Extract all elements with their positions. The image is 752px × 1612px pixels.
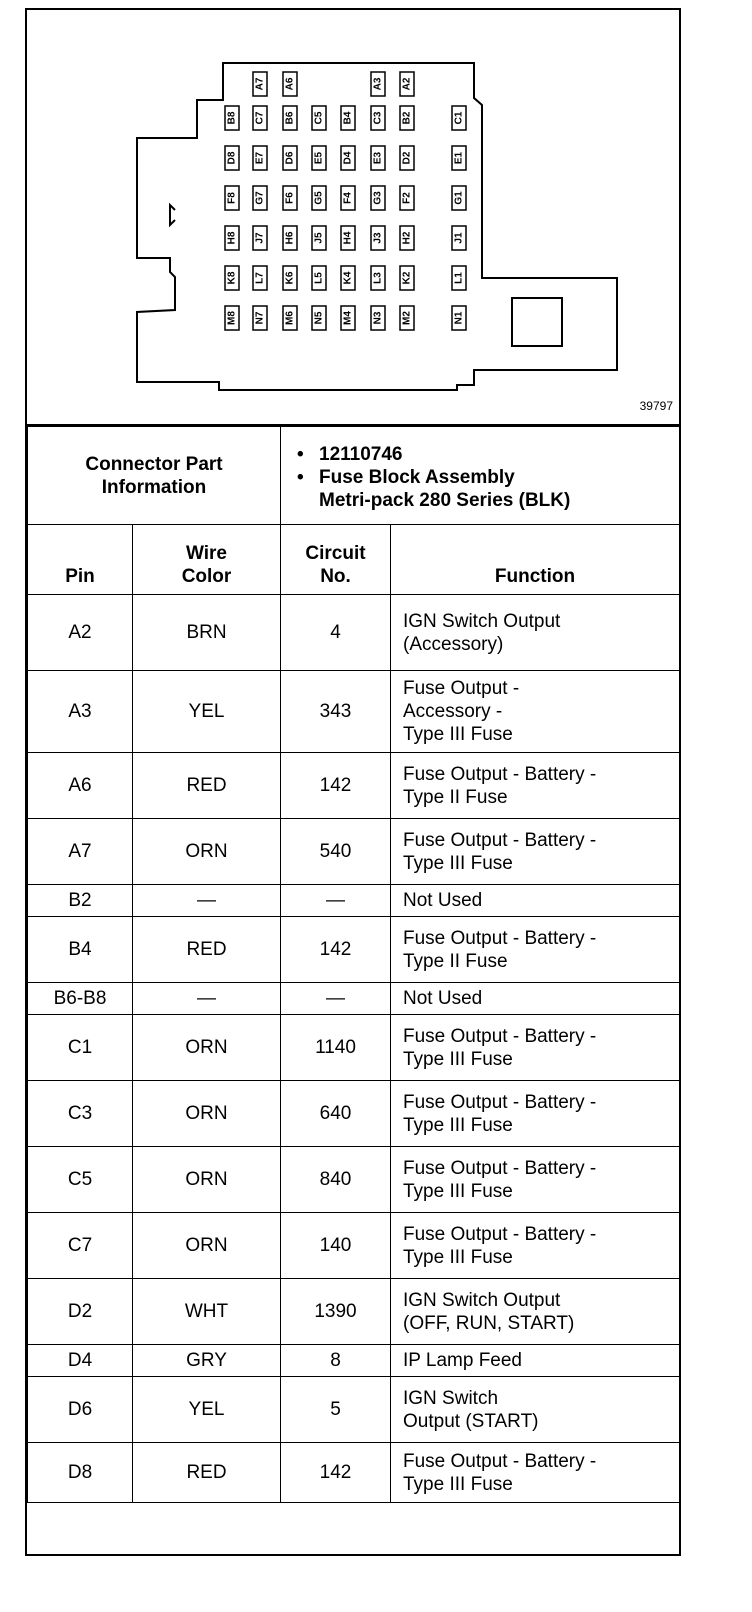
fuse-cell-label: K6 bbox=[284, 271, 296, 285]
fuse-cell-n3 bbox=[371, 306, 385, 330]
fuse-cell-label: D4 bbox=[342, 151, 354, 165]
fuse-cell-label: M6 bbox=[284, 311, 296, 325]
pin-cell: C5 bbox=[28, 1147, 133, 1213]
fuse-cell-label: A2 bbox=[401, 77, 413, 91]
fuse-cell-k4 bbox=[341, 266, 355, 290]
connector-label-line2: Information bbox=[101, 476, 207, 498]
fuse-cell-g3 bbox=[371, 186, 385, 210]
fuse-cell-label: E3 bbox=[372, 151, 384, 165]
fuse-cell-e7 bbox=[253, 146, 267, 170]
fuse-cell-b2 bbox=[400, 106, 414, 130]
connector-info-row bbox=[28, 427, 680, 525]
fuse-cell-e5 bbox=[312, 146, 326, 170]
function-line: Fuse Output - Battery - bbox=[403, 927, 597, 949]
wire-color-cell: RED bbox=[133, 917, 281, 983]
fuse-cell-g1 bbox=[452, 186, 466, 210]
fuse-cell-e1 bbox=[452, 146, 466, 170]
table-row bbox=[28, 1015, 680, 1081]
circuit-cell: 1140 bbox=[281, 1015, 391, 1081]
fuse-cell-label: B8 bbox=[226, 111, 238, 125]
fuse-cell-e3 bbox=[371, 146, 385, 170]
fuse-cell-label: J7 bbox=[254, 232, 266, 244]
function-line: Not Used bbox=[403, 988, 483, 1009]
fuse-cell-label: H6 bbox=[284, 231, 296, 245]
fuse-cell-d6 bbox=[283, 146, 297, 170]
function-line: Type III Fuse bbox=[403, 1473, 513, 1495]
wire-color-cell: — bbox=[133, 983, 281, 1015]
function-line: Type II Fuse bbox=[403, 950, 508, 972]
wire-color-cell: WHT bbox=[133, 1279, 281, 1345]
relay-square bbox=[512, 298, 562, 346]
function-line: Type III Fuse bbox=[403, 1114, 513, 1136]
wire-color-cell: RED bbox=[133, 753, 281, 819]
header-circuit-line1: Circuit bbox=[305, 543, 366, 564]
fuse-cell-a6 bbox=[283, 72, 297, 96]
pin-cell: C1 bbox=[28, 1015, 133, 1081]
function-line: Fuse Output - Battery - bbox=[403, 1091, 597, 1113]
function-line: Fuse Output - Battery - bbox=[403, 829, 597, 851]
fuse-cell-c5 bbox=[312, 106, 326, 130]
fuse-cell-d2 bbox=[400, 146, 414, 170]
function-line: Output (START) bbox=[403, 1410, 539, 1432]
fuse-cell-label: H8 bbox=[226, 231, 238, 245]
table-body bbox=[28, 595, 680, 1503]
fuse-cell-l5 bbox=[312, 266, 326, 290]
fuse-cell-label: N7 bbox=[254, 311, 266, 325]
wire-color-cell: ORN bbox=[133, 1213, 281, 1279]
wire-color-cell: GRY bbox=[133, 1345, 281, 1377]
fuse-cell-label: K2 bbox=[401, 271, 413, 285]
pin-cell: A2 bbox=[28, 595, 133, 671]
pin-cell: C3 bbox=[28, 1081, 133, 1147]
function-line: Type III Fuse bbox=[403, 1246, 513, 1268]
function-cell bbox=[391, 983, 680, 1015]
fuse-cell-label: A6 bbox=[284, 77, 296, 91]
fuse-cell-n5 bbox=[312, 306, 326, 330]
fuse-cell-k8 bbox=[225, 266, 239, 290]
fuse-cell-j1 bbox=[452, 226, 466, 250]
fuse-cell-b6 bbox=[283, 106, 297, 130]
table-row bbox=[28, 1377, 680, 1443]
table-row bbox=[28, 1443, 680, 1503]
function-line: Fuse Output - Battery - bbox=[403, 763, 597, 785]
connector-description-line2: Metri-pack 280 Series (BLK) bbox=[319, 490, 571, 511]
fuse-cell-m8 bbox=[225, 306, 239, 330]
fuse-cell-f8 bbox=[225, 186, 239, 210]
pin-cell: B4 bbox=[28, 917, 133, 983]
function-line: (OFF, RUN, START) bbox=[403, 1312, 575, 1334]
connector-sheet bbox=[25, 8, 681, 1556]
fuse-cell-label: E5 bbox=[313, 151, 325, 165]
fuse-cell-a2 bbox=[400, 72, 414, 96]
fuse-cell-h8 bbox=[225, 226, 239, 250]
fuse-cell-label: A7 bbox=[254, 77, 266, 91]
fuse-cell-label: C3 bbox=[372, 111, 384, 125]
fuse-cell-f2 bbox=[400, 186, 414, 210]
fuse-cell-d4 bbox=[341, 146, 355, 170]
fuse-cell-label: L5 bbox=[313, 272, 325, 284]
fuse-cell-g5 bbox=[312, 186, 326, 210]
pin-cell: D4 bbox=[28, 1345, 133, 1377]
function-line: Accessory - bbox=[403, 701, 503, 722]
function-line: Type III Fuse bbox=[403, 1180, 513, 1202]
function-line: Fuse Output - Battery - bbox=[403, 1223, 597, 1245]
function-line: Type III Fuse bbox=[403, 852, 513, 874]
fuse-cell-j3 bbox=[371, 226, 385, 250]
fuse-cell-l1 bbox=[452, 266, 466, 290]
fuse-cell-b4 bbox=[341, 106, 355, 130]
fuse-cell-label: B2 bbox=[401, 111, 413, 125]
circuit-cell: 4 bbox=[281, 595, 391, 671]
fuse-cell-label: G5 bbox=[313, 191, 325, 205]
table-row bbox=[28, 819, 680, 885]
fuse-cell-label: M2 bbox=[401, 311, 413, 325]
function-line: IP Lamp Feed bbox=[403, 1350, 523, 1371]
function-line: (Accessory) bbox=[403, 633, 504, 655]
circuit-cell: 142 bbox=[281, 753, 391, 819]
wire-color-cell: ORN bbox=[133, 1081, 281, 1147]
fuse-cell-label: G3 bbox=[372, 191, 384, 205]
function-line: Fuse Output - Battery - bbox=[403, 1157, 597, 1179]
function-cell bbox=[391, 1443, 680, 1503]
fuse-cell-f6 bbox=[283, 186, 297, 210]
pin-cell: B6-B8 bbox=[28, 983, 133, 1015]
wire-color-cell: — bbox=[133, 885, 281, 917]
fuse-cell-label: G7 bbox=[254, 191, 266, 205]
fuse-cell-label: K8 bbox=[226, 271, 238, 285]
function-line: IGN Switch bbox=[403, 1387, 499, 1409]
connector-info-label bbox=[28, 427, 281, 525]
fuse-cell-label: M8 bbox=[226, 311, 238, 325]
fuse-cell-k2 bbox=[400, 266, 414, 290]
connector-info-list bbox=[281, 427, 680, 525]
header-wire-color-line2: Color bbox=[181, 566, 232, 587]
function-line: Fuse Output - Battery - bbox=[403, 1450, 597, 1472]
header-circuit-line2: No. bbox=[320, 566, 351, 587]
fuse-cell-m6 bbox=[283, 306, 297, 330]
function-line: Fuse Output - Battery - bbox=[403, 1025, 597, 1047]
circuit-cell: 840 bbox=[281, 1147, 391, 1213]
pin-cell: D2 bbox=[28, 1279, 133, 1345]
circuit-cell: 8 bbox=[281, 1345, 391, 1377]
table-row bbox=[28, 983, 680, 1015]
wire-color-cell: ORN bbox=[133, 1147, 281, 1213]
circuit-cell: 5 bbox=[281, 1377, 391, 1443]
fuse-cell-c3 bbox=[371, 106, 385, 130]
fuse-cell-label: H4 bbox=[342, 231, 354, 245]
header-circuit bbox=[281, 525, 391, 595]
fuse-cell-label: F4 bbox=[342, 192, 354, 204]
function-cell bbox=[391, 917, 680, 983]
fuse-cell-d8 bbox=[225, 146, 239, 170]
fuse-cell-label: J5 bbox=[313, 232, 325, 244]
table-row bbox=[28, 1147, 680, 1213]
pin-cell: A6 bbox=[28, 753, 133, 819]
fuse-cell-label: L1 bbox=[453, 272, 465, 284]
fuse-cell-j5 bbox=[312, 226, 326, 250]
circuit-cell: 343 bbox=[281, 671, 391, 753]
circuit-cell: — bbox=[281, 885, 391, 917]
fuse-cell-label: F2 bbox=[401, 192, 413, 204]
function-cell bbox=[391, 1213, 680, 1279]
wire-color-cell: ORN bbox=[133, 819, 281, 885]
fuse-cell-l7 bbox=[253, 266, 267, 290]
fuse-cell-label: C1 bbox=[453, 111, 465, 125]
fuse-cell-label: J3 bbox=[372, 232, 384, 244]
wire-color-cell: YEL bbox=[133, 1377, 281, 1443]
pin-cell: D8 bbox=[28, 1443, 133, 1503]
fuse-cell-k6 bbox=[283, 266, 297, 290]
fuse-cell-label: K4 bbox=[342, 271, 354, 285]
fuse-cell-label: C5 bbox=[313, 111, 325, 125]
table-row bbox=[28, 671, 680, 753]
fuse-cell-h4 bbox=[341, 226, 355, 250]
table-row bbox=[28, 1081, 680, 1147]
fuse-block-diagram bbox=[27, 10, 679, 426]
circuit-cell: — bbox=[281, 983, 391, 1015]
circuit-cell: 1390 bbox=[281, 1279, 391, 1345]
connector-part-number: • 12110746 bbox=[319, 443, 679, 466]
pin-cell: C7 bbox=[28, 1213, 133, 1279]
circuit-cell: 540 bbox=[281, 819, 391, 885]
table-row bbox=[28, 595, 680, 671]
table-row bbox=[28, 917, 680, 983]
circuit-cell: 140 bbox=[281, 1213, 391, 1279]
fuse-cell-label: D8 bbox=[226, 151, 238, 165]
header-function: Function bbox=[391, 525, 680, 595]
fuse-block-svg bbox=[27, 10, 679, 424]
function-line: IGN Switch Output bbox=[403, 610, 561, 632]
fuse-cell-label: E1 bbox=[453, 151, 465, 165]
fuse-cell-label: F6 bbox=[284, 192, 296, 204]
fuse-cell-label: N3 bbox=[372, 311, 384, 325]
fuse-cell-j7 bbox=[253, 226, 267, 250]
function-cell bbox=[391, 819, 680, 885]
fuse-cell-m4 bbox=[341, 306, 355, 330]
fuse-cell-l3 bbox=[371, 266, 385, 290]
fuse-cell-label: G1 bbox=[453, 191, 465, 205]
function-line: Not Used bbox=[403, 890, 483, 911]
header-wire-color bbox=[133, 525, 281, 595]
circuit-cell: 142 bbox=[281, 917, 391, 983]
function-cell bbox=[391, 753, 680, 819]
fuse-cell-h2 bbox=[400, 226, 414, 250]
fuse-cell-m2 bbox=[400, 306, 414, 330]
connector-table bbox=[27, 426, 680, 1503]
function-line: Type III Fuse bbox=[403, 1048, 513, 1070]
table-row bbox=[28, 1213, 680, 1279]
wire-color-cell: YEL bbox=[133, 671, 281, 753]
circuit-cell: 142 bbox=[281, 1443, 391, 1503]
wire-color-cell: ORN bbox=[133, 1015, 281, 1081]
header-pin: Pin bbox=[28, 525, 133, 595]
fuse-cell-label: L7 bbox=[254, 272, 266, 284]
fuse-cell-b8 bbox=[225, 106, 239, 130]
fuse-cell-label: C7 bbox=[254, 111, 266, 125]
circuit-cell: 640 bbox=[281, 1081, 391, 1147]
table-header-row bbox=[28, 525, 680, 595]
pin-cell: B2 bbox=[28, 885, 133, 917]
function-cell bbox=[391, 1015, 680, 1081]
pin-cell: A7 bbox=[28, 819, 133, 885]
fuse-cell-label: N1 bbox=[453, 311, 465, 325]
figure-number: 39797 bbox=[639, 399, 673, 413]
fuse-cell-c1 bbox=[452, 106, 466, 130]
function-cell bbox=[391, 1377, 680, 1443]
function-cell bbox=[391, 885, 680, 917]
table-row bbox=[28, 1279, 680, 1345]
connector-description-line1: • Fuse Block Assembly bbox=[319, 467, 515, 488]
fuse-cell-label: J1 bbox=[453, 232, 465, 244]
fuse-cell-label: H2 bbox=[401, 231, 413, 245]
function-cell bbox=[391, 1147, 680, 1213]
connector-label-line1: Connector Part bbox=[85, 453, 223, 475]
function-cell bbox=[391, 1279, 680, 1345]
function-cell bbox=[391, 595, 680, 671]
table-row bbox=[28, 753, 680, 819]
fuse-cell-label: N5 bbox=[313, 311, 325, 325]
fuse-cell-n1 bbox=[452, 306, 466, 330]
function-line: IGN Switch Output bbox=[403, 1289, 561, 1311]
function-cell bbox=[391, 1081, 680, 1147]
header-wire-color-line1: Wire bbox=[185, 543, 227, 564]
fuse-cell-label: B4 bbox=[342, 111, 354, 125]
function-cell bbox=[391, 1345, 680, 1377]
fuse-cell-label: F8 bbox=[226, 192, 238, 204]
wire-color-cell: BRN bbox=[133, 595, 281, 671]
pin-cell: A3 bbox=[28, 671, 133, 753]
fuse-cell-a7 bbox=[253, 72, 267, 96]
fuse-cell-n7 bbox=[253, 306, 267, 330]
function-line: Type II Fuse bbox=[403, 786, 508, 808]
fuse-cell-a3 bbox=[371, 72, 385, 96]
fuse-cell-label: B6 bbox=[284, 111, 296, 125]
function-line: Type III Fuse bbox=[403, 724, 513, 745]
fuse-cell-label: L3 bbox=[372, 272, 384, 284]
pin-cell: D6 bbox=[28, 1377, 133, 1443]
fuse-cell-g7 bbox=[253, 186, 267, 210]
fuse-cell-label: M4 bbox=[342, 311, 354, 325]
fuse-cell-label: D6 bbox=[284, 151, 296, 165]
table-row bbox=[28, 1345, 680, 1377]
table-row bbox=[28, 885, 680, 917]
fuse-cell-c7 bbox=[253, 106, 267, 130]
fuse-cell-label: D2 bbox=[401, 151, 413, 165]
fuse-cell-label: A3 bbox=[372, 77, 384, 91]
function-line: Fuse Output - bbox=[403, 678, 520, 699]
fuse-cell-label: E7 bbox=[254, 151, 266, 165]
function-cell bbox=[391, 671, 680, 753]
fuse-cell-h6 bbox=[283, 226, 297, 250]
fuse-cell-f4 bbox=[341, 186, 355, 210]
fuse-block-notch bbox=[170, 205, 175, 225]
wire-color-cell: RED bbox=[133, 1443, 281, 1503]
